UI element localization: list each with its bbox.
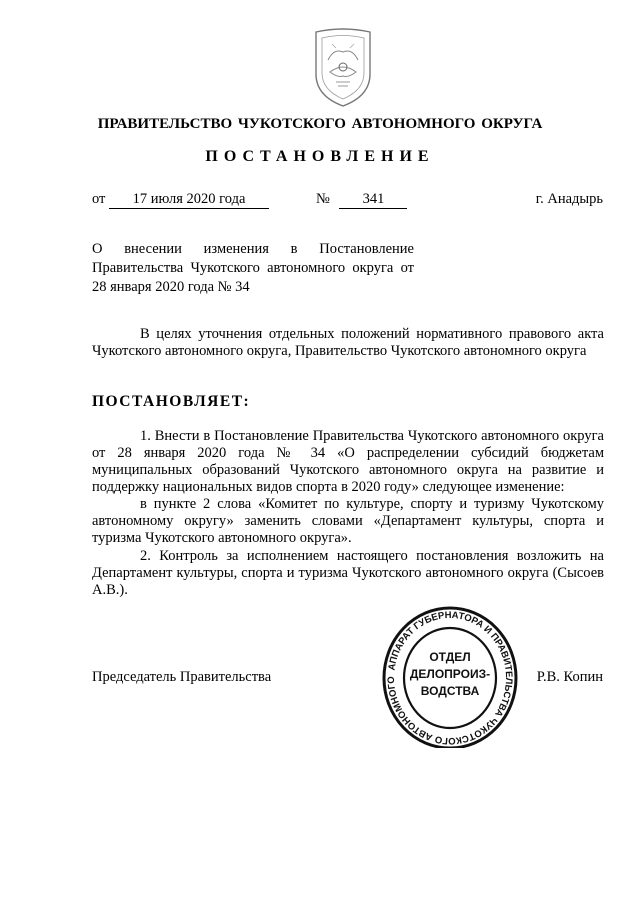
- document-subject: О внесении изменения в Постановление Правительства Чукотского автономного округа от 28 января 2020 года № 34: [92, 241, 414, 295]
- date-prefix: от: [92, 191, 106, 207]
- number-prefix: №: [316, 191, 330, 207]
- stamp-line-1: ОТДЕЛ: [429, 650, 471, 664]
- stamp-ring-text: АППАРАТ ГУБЕРНАТОРА И ПРАВИТЕЛЬСТВА ЧУКОТСКОГО АВТОНОМНОГО: [385, 609, 515, 747]
- coat-of-arms-icon: [308, 26, 378, 108]
- preamble: В целях уточнения отдельных положений нормативного правового акта Чукотского автономного округа, Правительство Чукотского автономного округа: [92, 326, 604, 359]
- item-1-amendment: в пункте 2 слова «Комитет по культуре, спорту и туризму Чукотскому автономному округу» заменить словами «Департамент культуры, спорта и туризма Чукотского автономного округа».: [92, 496, 604, 546]
- date-block: [92, 191, 269, 209]
- stamp-line-3: ВОДСТВА: [420, 684, 480, 698]
- number-block: [316, 191, 407, 209]
- document-date: 17 июля 2020 года: [109, 191, 269, 209]
- resolve-heading: ПОСТАНОВЛЯЕТ:: [92, 393, 251, 410]
- government-title: ПРАВИТЕЛЬСТВО ЧУКОТСКОГО АВТОНОМНОГО ОКРУГА: [97, 116, 543, 132]
- document-place: г. Анадырь: [535, 191, 603, 207]
- item-1: 1. Внести в Постановление Правительства Чукотского автономного округа от 28 января 2020 года № 34 «О распределении субсидий бюджетам муниципальных образований Чукотского автономного округа на развитие и поддержку национальных видов спорта в 2020 году» следующее изменение:: [92, 428, 604, 495]
- signatory-name: Р.В. Копин: [536, 669, 603, 685]
- document-type: ПОСТАНОВЛЕНИЕ: [205, 148, 435, 165]
- document-number: 341: [339, 191, 407, 209]
- signatory-position: Председатель Правительства: [92, 669, 272, 685]
- office-stamp-icon: [380, 598, 520, 748]
- item-2: 2. Контроль за исполнением настоящего постановления возложить на Департамент культуры, спорта и туризма Чукотского автономного округа (Сысоев А.В.).: [92, 548, 604, 598]
- stamp-line-2: ДЕЛОПРОИЗ-: [409, 667, 491, 681]
